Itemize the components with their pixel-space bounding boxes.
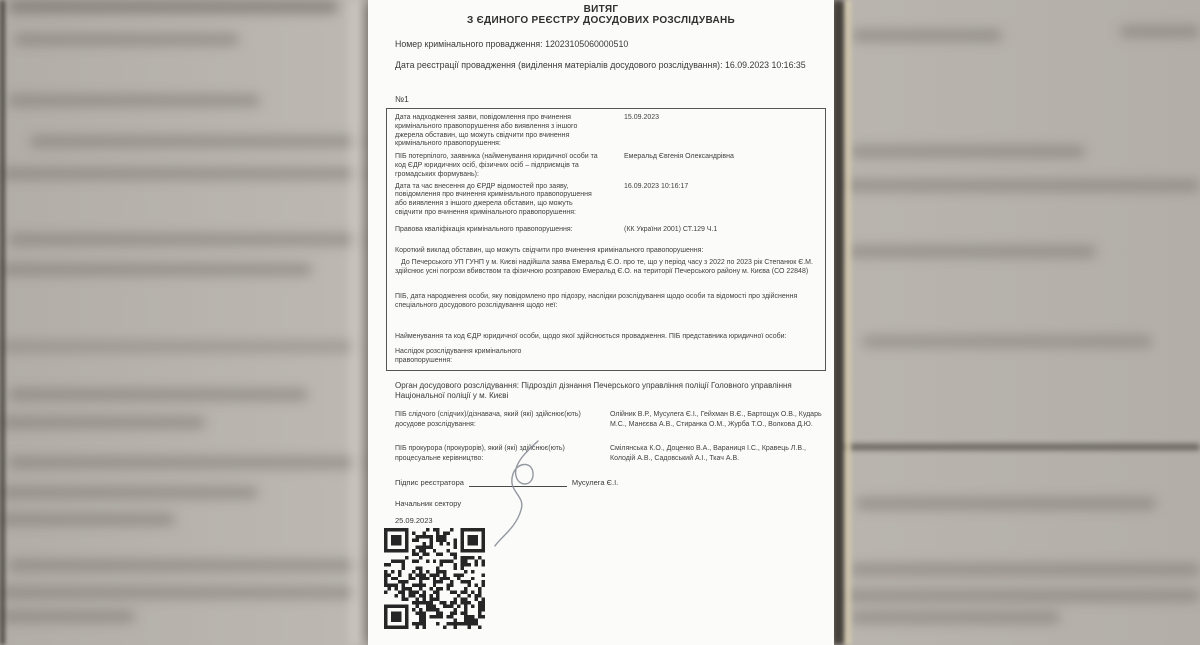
extract-date: 25.09.2023 [395,516,433,525]
legal-entity-heading: Найменування та код ЄДР юридичної особи, щодо якої здійснюється провадження. ПІБ представника юридичної особи: [395,332,787,340]
bg-blur-line [850,564,1200,575]
bg-blur-line [0,611,135,622]
bg-blur-line [845,590,1200,601]
bg-blur-line [856,498,1156,509]
background-left-edge [0,0,5,645]
bg-blur-line [0,487,258,498]
page-title-line-1: ВИТЯГ [583,4,619,15]
bg-blur-line [8,457,366,468]
signature-label: Підпис реєстратора [395,478,464,487]
bg-blur-line [862,336,1152,347]
bg-blur-line [0,168,368,179]
prosecutors-row [395,444,827,463]
table-row [395,114,817,149]
registrar-signature-row [395,478,618,487]
bg-blur-line [1120,26,1200,37]
signer-position: Начальник сектору [395,499,462,508]
bg-blur-line [8,389,308,400]
investigators-value: Олійник В.Р., Мусулега Є.І., Гейхман В.Є., Бартощук О.В., Кударь М.С., Манєєва А.В., Стиранка О.М., Журба Т.О., Волкова Д.Ю. [610,411,822,428]
bg-blur-line [0,514,175,525]
bg-blur-line [8,234,366,245]
outcome-label: Наслідок розслідування кримінального правопорушення: [395,348,522,365]
row-label: Дата та час внесення до ЄРДР відомостей про заяву, повідомлення про вчинення кримінального правопорушення або виявлення з іншого джерела обставин, що можуть свідчити про вчинення кримінального правопорушення: [395,182,592,216]
registrar-name: Мусулега Є.І. [571,478,619,487]
bg-blur-line [0,587,360,598]
prosecutors-value: Смілянська К.О., Доценко В.А., Вараниця І.С., Кравець Л.В., Колодій А.В., Садовський А.І., Ткач А.В. [610,445,806,462]
bg-blur-line [848,246,1096,257]
investigators-row [395,410,827,429]
summary-heading: Короткий виклад обставин, що можуть свідчити про вчинення кримінального правопорушення: [395,246,704,254]
bg-blur-line [0,417,205,428]
document-page [368,0,834,645]
table-row [395,153,817,179]
bg-blur-line [8,95,260,106]
bg-blur-line [850,146,1085,157]
case-details-table [386,108,826,371]
bg-blur-line [30,136,368,147]
case-number-line [395,39,819,50]
bg-blur-line [8,560,366,571]
row-label: Дата надходження заяви, повідомлення про вчинення кримінального правопорушення або виявлення з іншого джерела обставин, що можуть свідчити про вчинення кримінального правопорушення: [395,114,578,148]
row-label: ПІБ потерпілого, заявника (найменування юридичної особи та код ЄДР юридичних осіб, фізичних осіб – підприємців та громадських формувань): [395,153,598,178]
bg-blur-line [8,0,338,13]
investigators-label: ПІБ слідчого (слідчих)/дізнавача, який (які) здійснює(ють) досудове розслідування: [395,411,581,428]
row-value: Емеральд Євгенія Олександрівна [624,153,734,161]
paper-right-shadow [833,0,845,645]
suspect-heading: ПІБ, дата народження особи, яку повідомлено про підозру, наслідки розслідування щодо особи та відомості про здійснення спеціального досудового розслідування щодо неї: [395,292,798,309]
page-title-line-2: З ЄДИНОГО РЕЄСТРУ ДОСУДОВИХ РОЗСЛІДУВАНЬ [466,15,736,26]
table-row [395,183,817,218]
bg-blur-line [852,30,1002,41]
table-row [395,226,817,235]
bg-blur-line [14,34,239,45]
bg-blur-line [0,264,312,275]
investigation-authority-line: Орган досудового розслідування: Підрозділ дізнання Печерського управління поліції Головного управління Національної поліції у м. Києві [395,381,792,400]
qr-code [384,528,485,629]
row-value: (КК України 2001) СТ.129 Ч.1 [624,225,718,233]
prosecutors-label: ПІБ прокурора (прокурорів), який (які) здійснює(ють) процесуальне керівництво: [395,445,565,462]
summary-text: До Печерського УП ГУНП у м. Києві надійшла заява Емеральд Є.О. про те, що у період часу з 2022 по 2023 рік Степанюк Є.М. здійснює усні погрози вбивством та фізичною розправою Емеральд Є.О. на території Печерського району м. Києва (СО 22848) [395,259,813,276]
row-value: 15.09.2023 [624,114,660,121]
bg-blur-table-border [843,444,1200,450]
signature-line [469,478,567,487]
registration-date-line: Дата реєстрації провадження (виділення матеріалів досудового розслідування): 16.09.2023 10:16:35 [395,60,806,70]
case-number-value: 12023105060000510 [545,39,629,49]
bg-blur-line [845,180,1200,191]
row-label: Правова кваліфікація кримінального правопорушення: [395,225,573,233]
bg-blur-line [850,612,1060,623]
paper-left-glow [351,0,368,645]
row-value: 16.09.2023 10:16:17 [624,182,689,190]
bg-blur-line [0,341,360,352]
background-paper-edge [845,0,851,645]
record-number: №1 [395,94,409,104]
case-number-label: Номер кримінального провадження: [395,39,543,49]
